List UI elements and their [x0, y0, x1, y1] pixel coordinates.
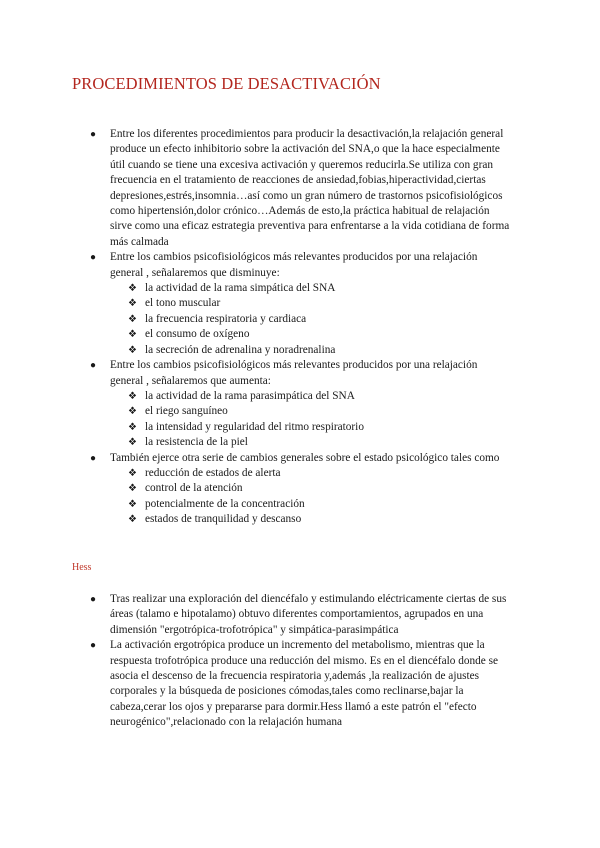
diamond-bullet-icon: ❖	[128, 283, 137, 295]
sub-list-item	[128, 497, 510, 512]
diamond-bullet-icon: ❖	[128, 390, 137, 402]
list-item	[90, 358, 510, 450]
sub-list-item	[128, 512, 510, 527]
sub-list-item	[128, 420, 510, 435]
diamond-bullet-icon: ❖	[128, 344, 137, 356]
bullet-icon: ●	[90, 640, 97, 652]
diamond-bullet-icon: ❖	[128, 329, 137, 341]
bullet-icon: ●	[90, 594, 97, 605]
sub-item-text: la intensidad y regularidad del ritmo respiratorio	[145, 420, 364, 433]
hess-heading: Hess	[72, 562, 92, 573]
list-item-text: Entre los diferentes procedimientos para producir la desactivación,la relajación general produce un efecto inhibitorio sobre la activación del SNA,o que la hace especialmente útil cuando se tiene una excesiva activación y queremos reducirla.Se utiliza con gran frecuencia en el tratamiento de reacciones de ansiedad,fobias,hiperactividad,ciertas depresiones,estrés,insomnia…así como un gran número de trastornos psicofisiológicos como hipertensión,dolor crónico…Además de esto,la práctica habitual de relajación sirve como una eficaz estrategia preventiva para enfrentarse a la vida cotidiana de forma más calmada	[110, 128, 510, 248]
sub-item-text: reducción de estados de alerta	[145, 466, 281, 479]
bullet-icon: ●	[90, 252, 97, 264]
bullet-icon: ●	[90, 452, 97, 464]
sub-item-text: el tono muscular	[145, 297, 221, 310]
diamond-bullet-icon: ❖	[128, 421, 137, 433]
sub-list-item	[128, 281, 510, 296]
diamond-bullet-icon: ❖	[128, 514, 137, 526]
sub-item-text: la actividad de la rama parasimpática del SNA	[145, 389, 355, 402]
sub-item-text: el consumo de oxígeno	[145, 328, 250, 341]
sub-list-item	[128, 327, 510, 342]
sub-item-text: estados de tranquilidad y descanso	[145, 513, 302, 526]
sub-item-text: control de la atención	[145, 482, 243, 495]
diamond-bullet-icon: ❖	[128, 437, 137, 449]
sub-item-text: la secreción de adrenalina y noradrenalina	[145, 343, 336, 356]
sub-list-item	[128, 466, 510, 481]
bullet-icon: ●	[90, 129, 97, 140]
sub-list-item	[128, 404, 510, 419]
sub-list-item	[128, 296, 510, 311]
list-item-text: Entre los cambios psicofisiológicos más relevantes producidos por una relajación general , señalaremos que aumenta:	[110, 359, 478, 387]
list-item	[90, 127, 510, 250]
sub-list-item	[128, 312, 510, 327]
diamond-bullet-icon: ❖	[128, 313, 137, 325]
section-2-list	[90, 592, 510, 731]
bullet-icon: ●	[90, 360, 97, 372]
sub-list-item	[128, 435, 510, 450]
list-item	[90, 250, 510, 358]
page-title: PROCEDIMIENTOS DE DESACTIVACIÓN	[72, 74, 381, 93]
list-item-text: Tras realizar una exploración del diencéfalo y estimulando eléctricamente ciertas de sus áreas (talamo e hipotalamo) obtuvo diferentes comportamientos, agrupados en una dimensión "ergotrópica-trofotrópica" y simpática-parasimpática	[110, 593, 507, 636]
sub-list	[110, 466, 510, 528]
sub-list	[110, 281, 510, 358]
sub-item-text: la actividad de la rama simpática del SNA	[145, 282, 336, 295]
sub-list-item	[128, 481, 510, 496]
diamond-bullet-icon: ❖	[128, 467, 137, 479]
sub-list-item	[128, 343, 510, 358]
diamond-bullet-icon: ❖	[128, 483, 137, 495]
sub-item-text: la frecuencia respiratoria y cardiaca	[145, 312, 307, 325]
diamond-bullet-icon: ❖	[128, 298, 137, 310]
list-item-text: La activación ergotrópica produce un incremento del metabolismo, mientras que la respuesta trofotrópica produce una reducción del mismo. Es en el diencéfalo donde se asocia el descenso de la frecuencia respiratoria y,además ,la realización de ajustes corporales y la búsqueda de posiciones cómodas,tales como reclinarse,bajar la cabeza,cerar los ojos y prepararse para dormir.Hess llamó a este patrón el "efecto neurogénico",relacionado con la relajación humana	[110, 639, 499, 729]
list-item-text: Entre los cambios psicofisiológicos más relevantes producidos por una relajación general , señalaremos que disminuye:	[110, 251, 478, 279]
sub-item-text: la resistencia de la piel	[145, 436, 248, 449]
list-item	[90, 638, 510, 730]
diamond-bullet-icon: ❖	[128, 498, 137, 510]
list-item	[90, 451, 510, 528]
list-item-text: También ejerce otra serie de cambios generales sobre el estado psicológico tales como	[110, 451, 500, 464]
diamond-bullet-icon: ❖	[128, 406, 137, 418]
list-item	[90, 592, 510, 638]
sub-list	[110, 389, 510, 451]
sub-item-text: potencialmente de la concentración	[145, 497, 305, 510]
sub-list-item	[128, 389, 510, 404]
section-1-list	[90, 127, 510, 528]
sub-item-text: el riego sanguíneo	[145, 405, 228, 418]
